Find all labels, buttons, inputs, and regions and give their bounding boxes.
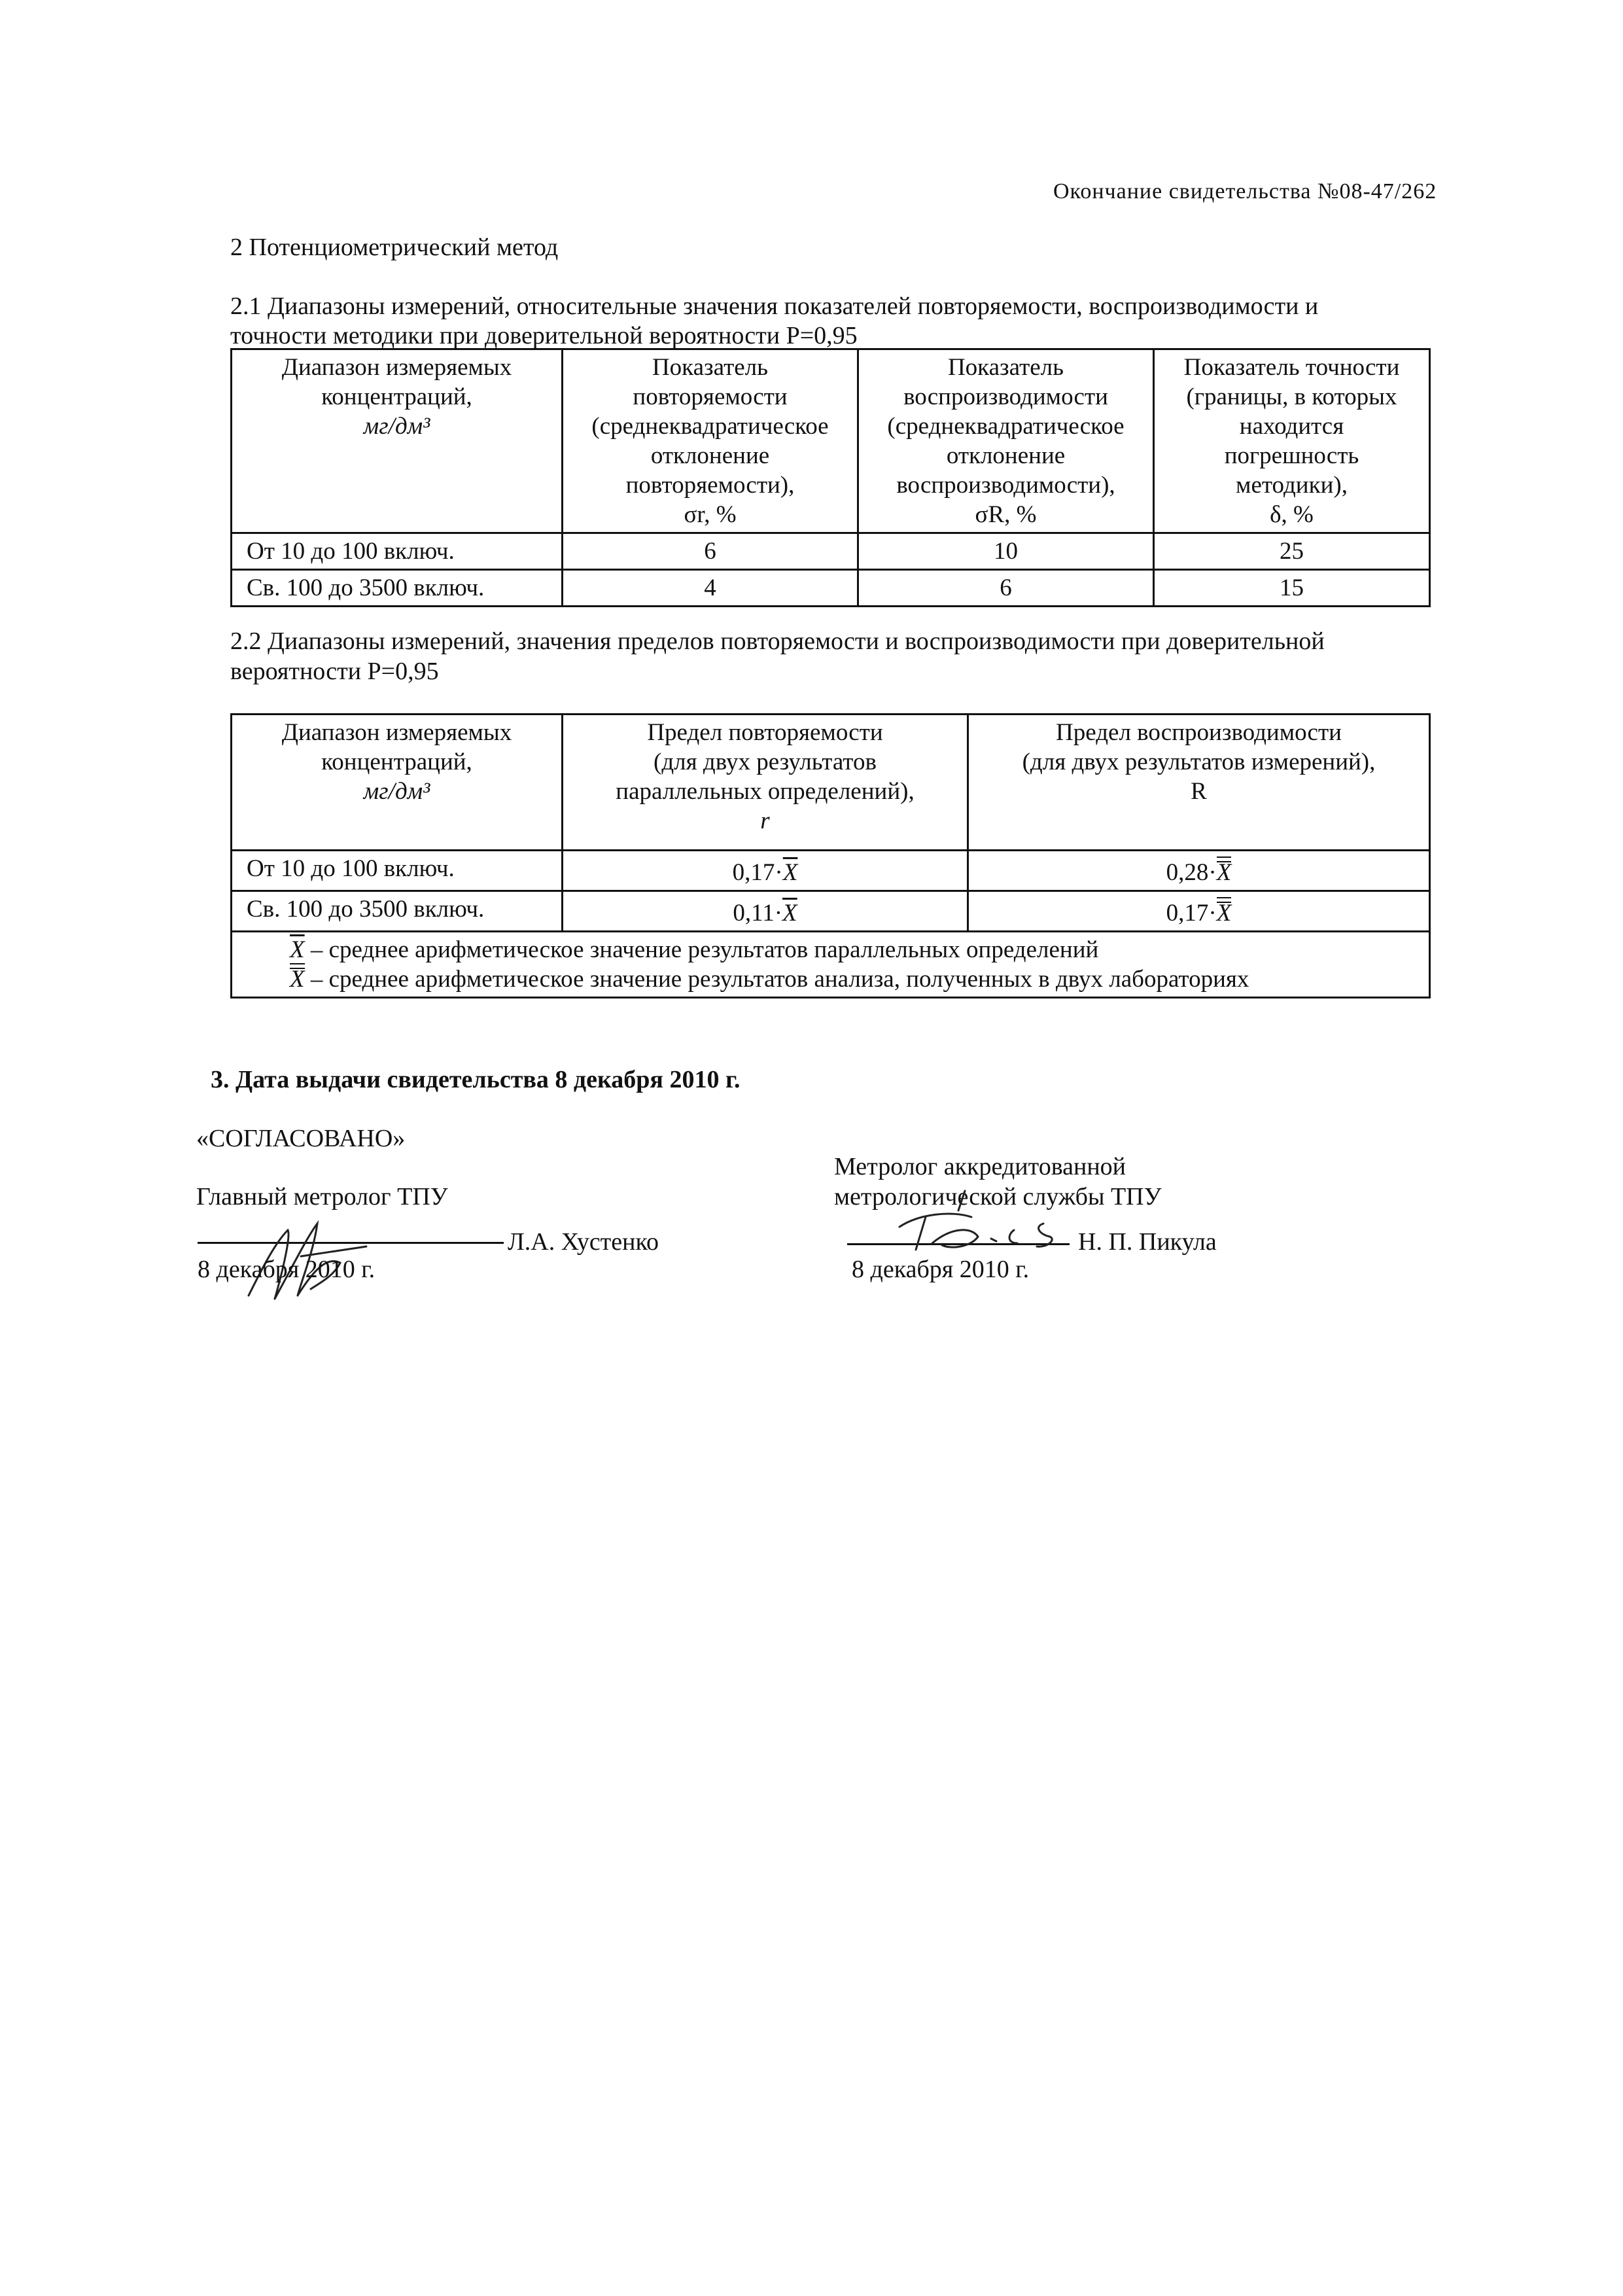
- value-cell: 25: [1154, 533, 1430, 570]
- value-cell: 6: [563, 533, 858, 570]
- section-2-2-heading-line-1: 2.2 Диапазоны измерений, значения пределов повторяемости и воспроизводимости при доверительной: [230, 627, 1325, 655]
- precision-indicators-table: [230, 348, 1431, 607]
- notes-cell: [232, 932, 1430, 998]
- section-2-2-heading-line-2: вероятности Р=0,95: [230, 658, 439, 685]
- section-2-1-heading-line-1: 2.1 Диапазоны измерений, относительные значения показателей повторяемости, воспроизводимости и: [230, 292, 1319, 320]
- left-signatory-title: Главный метролог ТПУ: [196, 1183, 448, 1210]
- table-header-row: [232, 715, 1430, 851]
- header-range: Диапазон измеряемых концентраций, мг/дм³: [232, 715, 563, 851]
- range-cell: Св. 100 до 3500 включ.: [232, 891, 563, 932]
- table-row: [232, 891, 1430, 932]
- table-row: [232, 570, 1430, 607]
- header-reproducibility-limit: Предел воспроизводимости (для двух результатов измерений), R: [968, 715, 1430, 851]
- left-signature-date: 8 декабря 2010 г.: [198, 1256, 375, 1283]
- note-double-bar: X – среднее арифметическое значение результатов анализа, полученных в двух лабораториях: [290, 966, 1249, 993]
- range-cell: Св. 100 до 3500 включ.: [232, 570, 563, 607]
- header-repeatability: Показатель повторяемости (среднеквадратическое отклонение повторяемости), σr, %: [563, 349, 858, 533]
- range-cell: От 10 до 100 включ.: [232, 533, 563, 570]
- value-cell: 15: [1154, 570, 1430, 607]
- issue-date: 3. Дата выдачи свидетельства 8 декабря 2010 г.: [211, 1066, 741, 1093]
- agreed-stamp-text: «СОГЛАСОВАНО»: [196, 1125, 406, 1152]
- right-signature-date: 8 декабря 2010 г.: [852, 1256, 1030, 1283]
- header-reproducibility: Показатель воспроизводимости (среднеквадратическое отклонение воспроизводимости), σR, %: [858, 349, 1154, 533]
- header-repeatability-limit: Предел повторяемости (для двух результатов параллельных определений), r: [563, 715, 968, 851]
- right-handwritten-signature: [880, 1188, 1076, 1260]
- right-signatory-title-2: метрологической службы ТПУ: [834, 1183, 1162, 1210]
- table-header-row: [232, 349, 1430, 533]
- document-continuation-header: Окончание свидетельства №08-47/262: [1053, 179, 1437, 203]
- section-2-1-heading-line-2: точности методики при доверительной вероятности Р=0,95: [230, 322, 858, 349]
- reproducibility-limit-cell: 0,28·X: [968, 851, 1430, 891]
- left-signatory-name: Л.А. Хустенко: [508, 1228, 659, 1256]
- table-row: [232, 851, 1430, 891]
- repeatability-limit-cell: $0,11\cdot\overline{X}$: [563, 891, 968, 932]
- header-accuracy: Показатель точности (границы, в которых находится погрешность методики), δ, %: [1154, 349, 1430, 533]
- value-cell: 4: [563, 570, 858, 607]
- repeatability-limit-cell: $0,17\cdot\overline{X}$: [563, 851, 968, 891]
- header-range: Диапазон измеряемых концентраций, мг/дм³: [232, 349, 563, 533]
- reproducibility-limit-cell: 0,17·X: [968, 891, 1430, 932]
- range-cell: От 10 до 100 включ.: [232, 851, 563, 891]
- note-single-bar: $\overline{X}$ – среднее арифметическое значение результатов параллельных определений: [290, 936, 1099, 963]
- right-signatory-name: Н. П. Пикула: [1078, 1228, 1217, 1256]
- value-cell: 10: [858, 533, 1154, 570]
- limits-table: [230, 713, 1431, 998]
- table-row: [232, 533, 1430, 570]
- table-notes-row: [232, 932, 1430, 998]
- section-2-title: 2 Потенциометрический метод: [230, 234, 559, 261]
- right-signatory-title-1: Метролог аккредитованной: [834, 1153, 1126, 1180]
- value-cell: 6: [858, 570, 1154, 607]
